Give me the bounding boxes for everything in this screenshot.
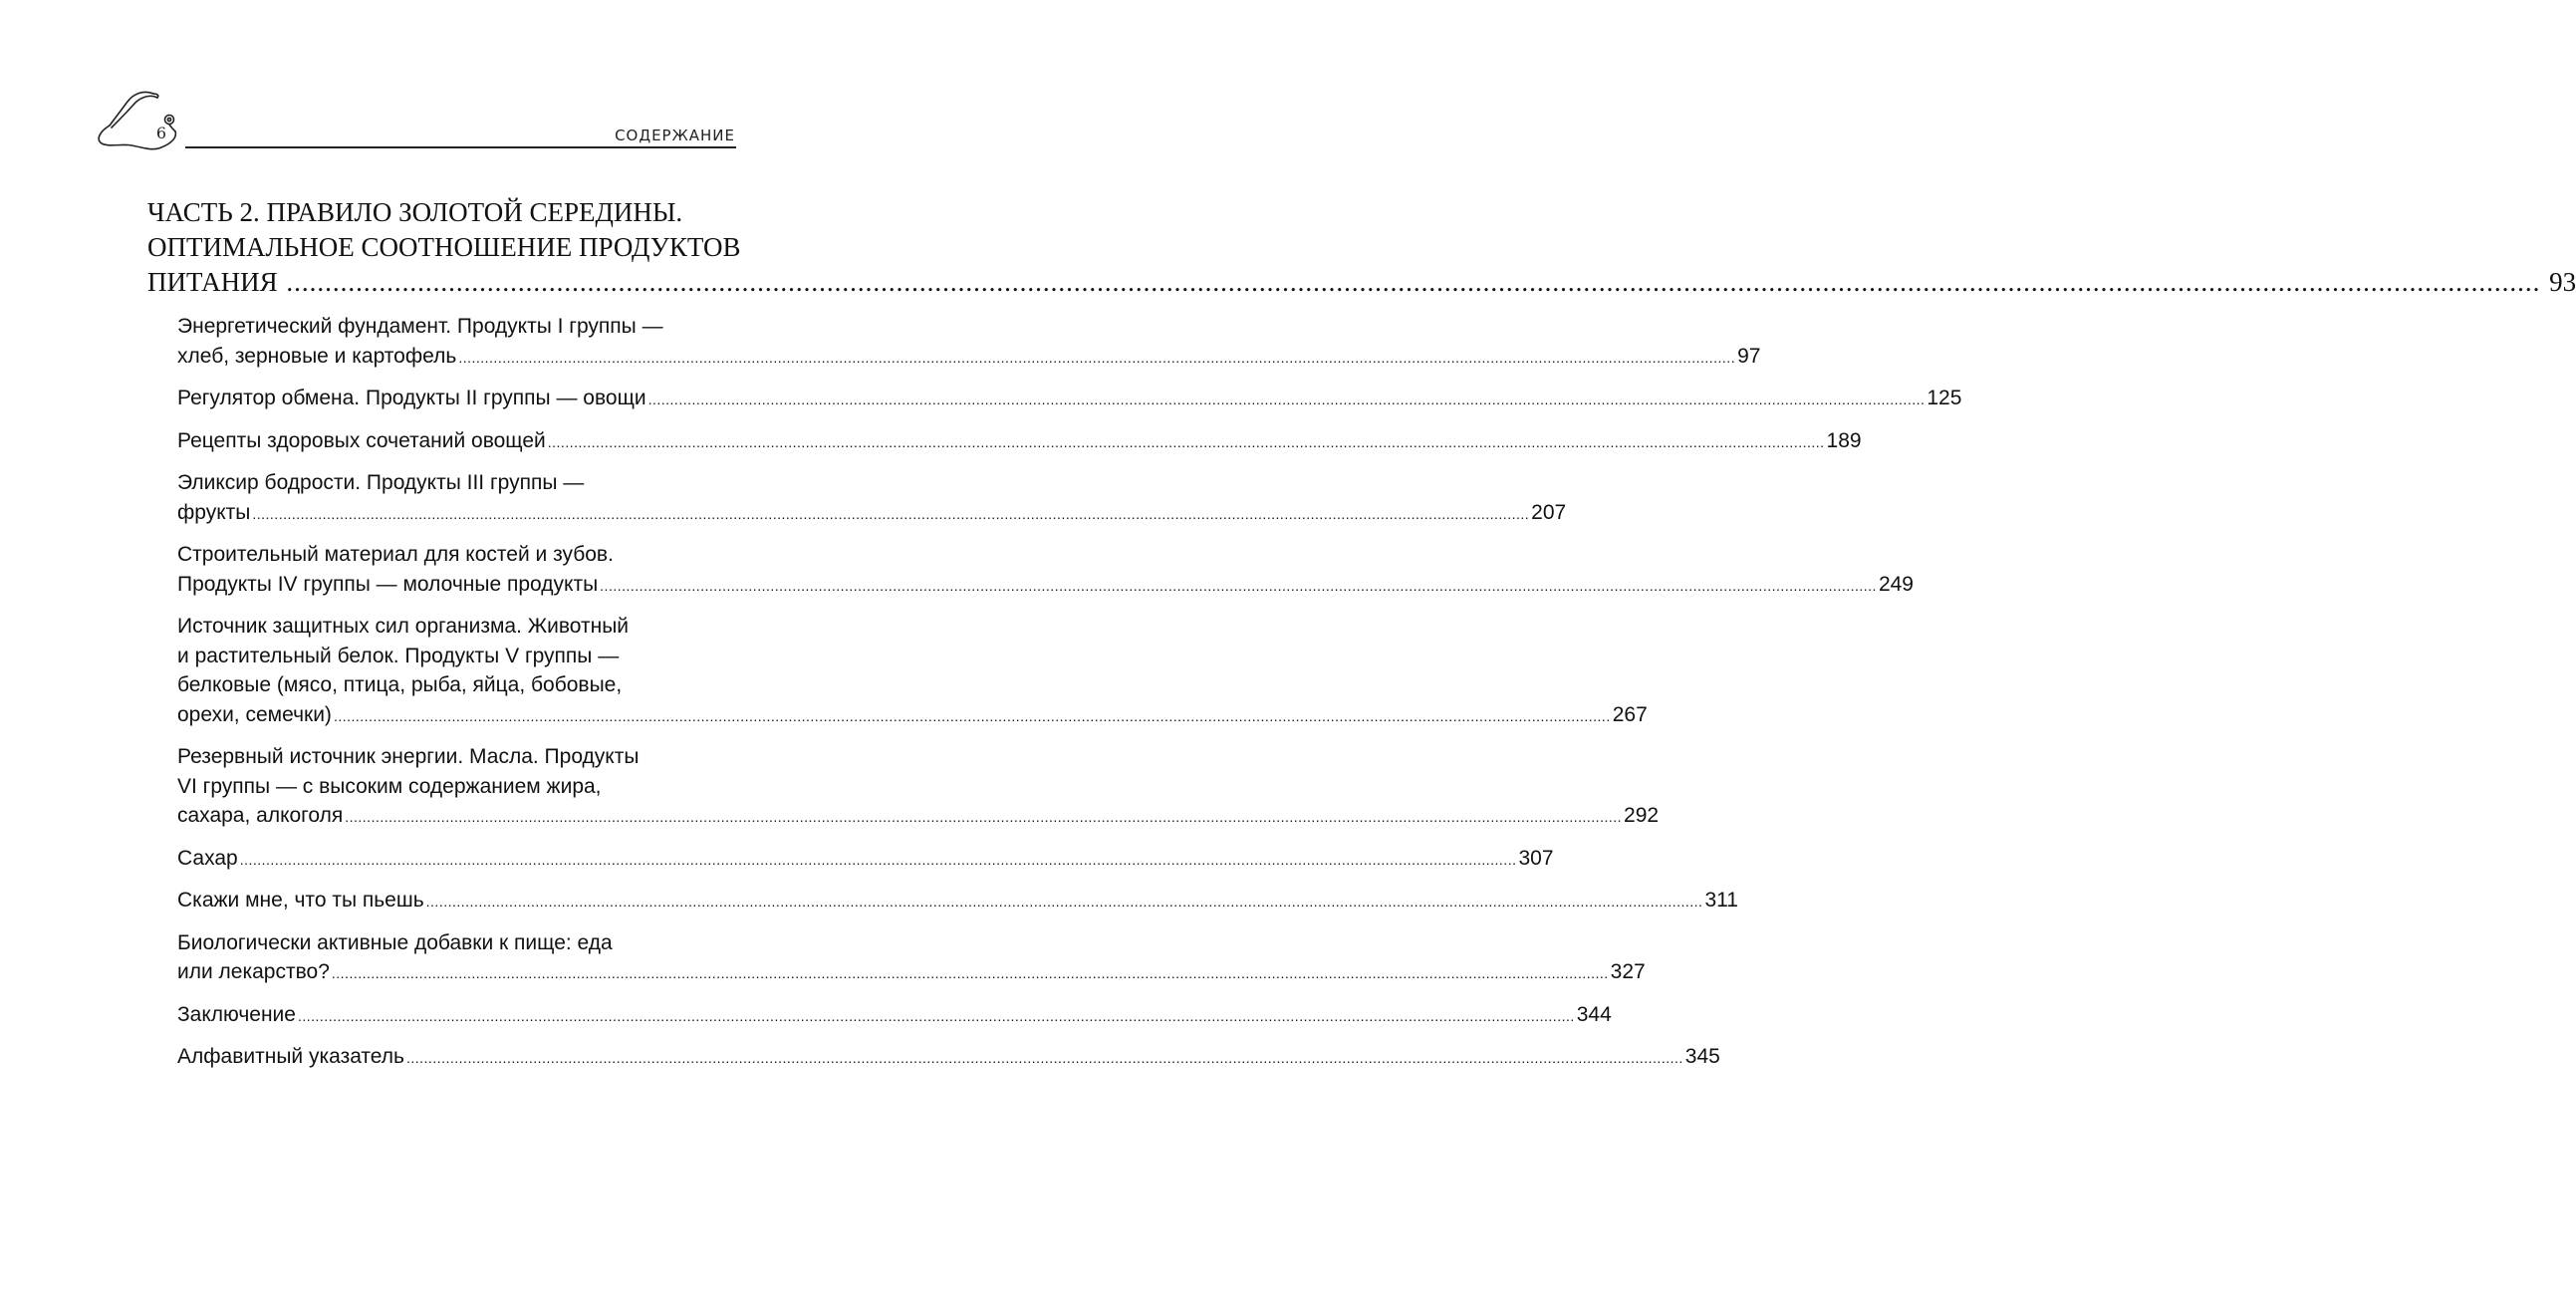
dot-leader (298, 1003, 1575, 1026)
dot-leader (332, 960, 1609, 983)
toc-entry[interactable] (177, 844, 1554, 876)
dot-leader (286, 267, 2540, 297)
dot-leader (345, 804, 1622, 827)
toc-entry-title: Заключение (177, 1002, 296, 1026)
toc-entry-last-line (177, 801, 1660, 833)
toc-entry-page-number: 189 (1826, 428, 1862, 452)
part-heading-line: ЧАСТЬ 2. ПРАВИЛО ЗОЛОТОЙ СЕРЕДИНЫ. (147, 197, 683, 227)
toc-entry-title: орехи, семечки) (177, 702, 332, 726)
header-rule (185, 146, 736, 148)
toc-entry-last-line (177, 957, 1646, 989)
toc-entry[interactable] (177, 312, 1761, 373)
toc-entry[interactable] (177, 540, 1914, 601)
toc-entry-page-number: 345 (1684, 1045, 1720, 1068)
toc-entry-title: Скажи мне, что ты пьешь (177, 889, 424, 912)
toc-entry-line: и растительный белок. Продукты V группы — (177, 644, 620, 667)
toc-entry-line: Эликсир бодрости. Продукты III группы — (177, 471, 585, 494)
toc-entry-last-line (177, 384, 1962, 415)
dot-leader (252, 501, 1529, 524)
page-number: 6 (155, 124, 167, 142)
part-heading-line: ОПТИМАЛЬНОЕ СООТНОШЕНИЕ ПРОДУКТОВ (147, 232, 741, 262)
toc-entry[interactable] (177, 468, 1567, 529)
toc-entry-title: или лекарство? (177, 960, 330, 983)
dot-leader (334, 703, 1611, 726)
dot-leader (648, 387, 1926, 409)
part-heading-text: ПИТАНИЯ (147, 267, 278, 297)
toc-entry[interactable] (177, 1042, 1720, 1074)
toc-entry-title: хлеб, зерновые и картофель (177, 344, 457, 368)
part-heading-last-line (147, 265, 2576, 300)
toc-entry-line: Источник защитных сил организма. Животный (177, 615, 630, 638)
toc-entry[interactable] (177, 426, 1862, 458)
part-heading (147, 195, 2576, 300)
stethoscope-icon (92, 88, 191, 157)
toc-entry-line: Биологически активные добавки к пище: еда (177, 930, 613, 954)
toc-entry[interactable] (177, 384, 1962, 415)
toc-entry[interactable] (177, 612, 1648, 731)
toc-entry-last-line (177, 1000, 1612, 1032)
toc-entry-page-number: 311 (1704, 889, 1738, 912)
toc-entry-page-number: 292 (1624, 804, 1660, 827)
part-page-number: 93 (2549, 267, 2576, 297)
toc-entry[interactable] (177, 886, 1738, 917)
toc-entry-page-number: 249 (1878, 572, 1914, 596)
toc-entry-page-number: 344 (1576, 1002, 1612, 1026)
toc-entry-line: Энергетический фундамент. Продукты I группы — (177, 315, 663, 338)
toc-entry-last-line (177, 426, 1862, 458)
dot-leader (406, 1045, 1683, 1068)
toc-entry[interactable] (177, 1000, 1612, 1032)
toc-entry-last-line (177, 844, 1554, 876)
toc-entry-title: Сахар (177, 846, 238, 870)
toc-entry-page-number: 307 (1518, 846, 1554, 870)
toc-entry[interactable] (177, 928, 1646, 989)
toc-entry-title: Рецепты здоровых сочетаний овощей (177, 428, 546, 452)
toc-entry-page-number: 97 (1737, 344, 1761, 368)
toc-entry-title: Продукты IV группы — молочные продукты (177, 572, 599, 596)
toc-entry-title: Регулятор обмена. Продукты II группы — овощи (177, 387, 646, 409)
toc-entry-last-line (177, 886, 1738, 917)
dot-leader (426, 889, 1703, 912)
dot-leader (548, 429, 1825, 452)
dot-leader (600, 573, 1877, 596)
dot-leader (240, 847, 1517, 870)
toc-entry-line: Резервный источник энергии. Масла. Продукты (177, 745, 640, 768)
running-head: СОДЕРЖАНИЕ (615, 127, 735, 144)
dot-leader (458, 345, 1735, 368)
toc-entry-last-line (177, 570, 1914, 602)
toc-entry-line: VI группы — с высоким содержанием жира, (177, 774, 602, 798)
toc-entry-line: Строительный материал для костей и зубов. (177, 543, 614, 566)
toc-entry-page-number: 267 (1612, 702, 1648, 726)
toc-entry-last-line (177, 498, 1567, 530)
toc-entry-page-number: 327 (1610, 960, 1646, 983)
page-header (0, 0, 841, 159)
toc-entry-title: Алфавитный указатель (177, 1045, 404, 1068)
toc-entry[interactable] (177, 742, 1660, 833)
toc-list (177, 312, 1962, 1085)
toc-entry-last-line (177, 700, 1648, 732)
toc-entry-title: сахара, алкоголя (177, 804, 344, 827)
toc-entry-page-number: 125 (1927, 387, 1962, 409)
toc-entry-page-number: 207 (1531, 500, 1567, 524)
toc-entry-line: белковые (мясо, птица, рыба, яйца, бобовые, (177, 673, 623, 696)
toc-entry-title: фрукты (177, 500, 251, 524)
toc-entry-last-line (177, 342, 1761, 374)
toc-entry-last-line (177, 1042, 1720, 1074)
